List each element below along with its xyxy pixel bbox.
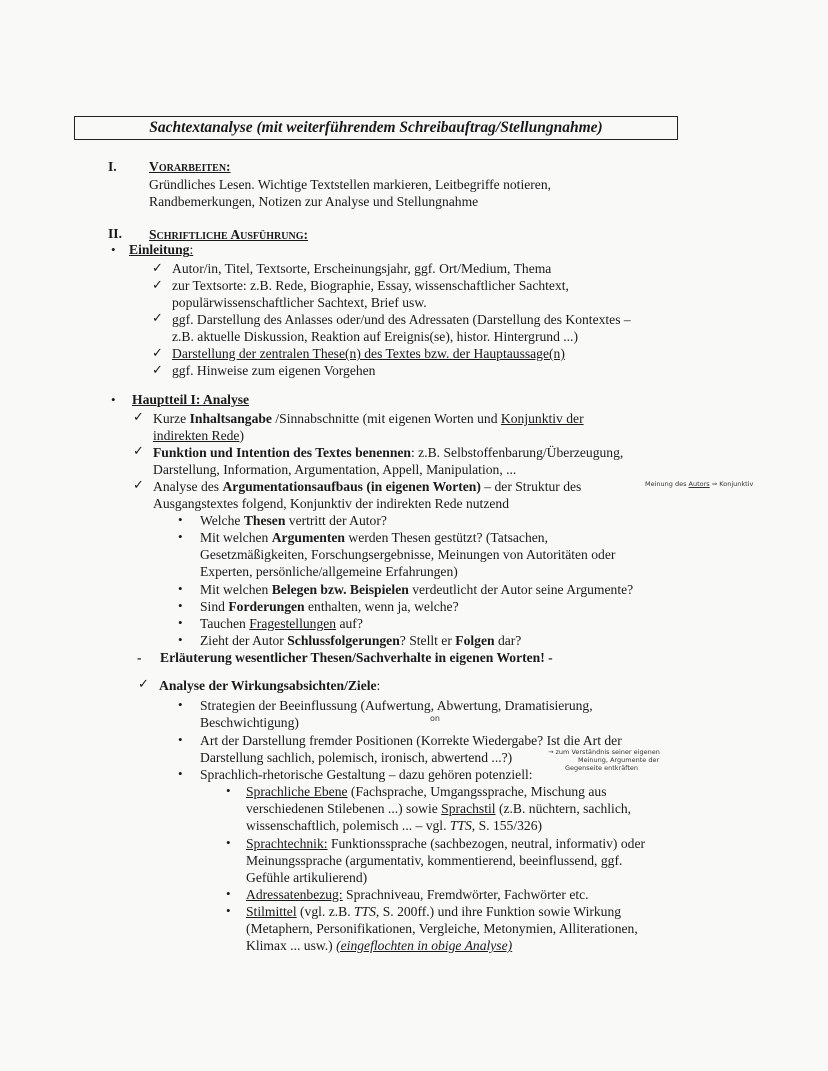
dash-icon: - <box>137 650 142 665</box>
bullet-icon: • <box>178 615 183 630</box>
text-bold: Schlussfolgerungen <box>287 633 400 648</box>
note-text: ⇒ Konjunktiv <box>709 480 754 488</box>
text: Welche <box>200 513 244 528</box>
text: , S. 155/326) <box>471 818 543 833</box>
text-underlined: indirekten Rede <box>153 428 240 443</box>
wirkung-item-1b: Beschwichtigung) <box>200 715 299 730</box>
text-underlined: Konjunktiv der <box>500 411 584 426</box>
adressat-line <box>246 886 589 903</box>
text: – der Struktur des <box>480 479 582 494</box>
text: Zieht der Autor <box>200 633 288 648</box>
question-2c: Experten, persönliche/allgemeine Erfahrungen) <box>200 564 458 579</box>
text: Mit welchen <box>200 530 272 545</box>
check-icon: ✓ <box>152 362 163 377</box>
text: ) <box>239 428 244 443</box>
hauptteil-item-1b <box>153 427 244 444</box>
text-underlined: Fragestellungen <box>249 616 337 631</box>
einleitung-heading <box>129 241 193 258</box>
bullet-icon: • <box>178 512 183 527</box>
text-underlined: Sprachstil <box>441 801 496 816</box>
question-3 <box>200 581 633 598</box>
text-underlined: Stilmittel <box>246 904 297 919</box>
einleitung-item-4: Darstellung der zentralen These(n) des Textes bzw. der Hauptaussage(n) <box>172 346 565 361</box>
bullet-icon: • <box>178 598 183 613</box>
text: (Fachsprache, Umgangssprache, Mischung aus <box>347 784 607 799</box>
text: Funktionssprache (sachbezogen, neutral, informativ) oder <box>327 836 646 851</box>
wirkung-item-3: Sprachlich-rhetorische Gestaltung – dazu gehören potenziell: <box>200 767 533 782</box>
text: ? Stellt er <box>399 633 456 648</box>
page-title: Sachtextanalyse (mit weiterführendem Schreibauftrag/Stellungnahme) <box>74 116 678 140</box>
bullet-icon: • <box>178 732 183 747</box>
text: , S. 200ff.) und ihre Funktion sowie Wirkung <box>375 904 622 919</box>
wirkung-heading <box>159 677 380 694</box>
hauptteil-item-3a <box>153 478 581 495</box>
text: werden Thesen gestützt? (Tatsachen, <box>344 530 548 545</box>
text-bold: Funktion und Intention des Textes benennen <box>153 445 411 460</box>
text-underlined: Adressatenbezug: <box>246 887 343 902</box>
einleitung-colon: : <box>189 242 194 257</box>
einleitung-item-1: Autor/in, Titel, Textsorte, Erscheinungsjahr, ggf. Ort/Medium, Thema <box>172 261 552 276</box>
text-bold: Inhaltsangabe <box>189 411 272 426</box>
bullet-icon: • <box>226 783 231 798</box>
question-4 <box>200 598 459 615</box>
note-text-underlined: Autors <box>688 480 710 488</box>
einleitung-item-3b: z.B. aktuelle Diskussion, Reaktion auf Ereignis(se), histor. Hintergrund ...) <box>172 329 578 344</box>
text: dar? <box>494 633 522 648</box>
text-bold: Folgen <box>455 633 495 648</box>
question-1 <box>200 512 387 529</box>
check-icon: ✓ <box>133 409 144 424</box>
question-6 <box>200 632 521 649</box>
stilmittel-line-2: (Metaphern, Personifikationen, Vergleiche, Metonymien, Alliterationen, <box>246 921 638 936</box>
einleitung-item-3a: ggf. Darstellung des Anlasses oder/und des Adressaten (Darstellung des Kontextes – <box>172 312 631 327</box>
einleitung-item-2b: populärwissenschaftlicher Sachtext, Brief usw. <box>172 295 427 310</box>
text-bold: Belegen bzw. Beispielen <box>271 582 409 597</box>
check-icon: ✓ <box>138 676 149 691</box>
text-bold: Forderungen <box>228 599 305 614</box>
bullet-icon: • <box>178 697 183 712</box>
text-italic: TTS <box>354 904 376 919</box>
check-icon: ✓ <box>152 345 163 360</box>
check-icon: ✓ <box>133 443 144 458</box>
bullet-icon: • <box>178 581 183 596</box>
text: Sind <box>200 599 229 614</box>
text: Analyse des <box>153 479 223 494</box>
text: Kurze <box>153 411 190 426</box>
check-icon: ✓ <box>152 277 163 292</box>
text-italic-underlined: (eingeflochten in obige Analyse) <box>336 938 513 953</box>
hauptteil-heading: Hauptteil I: Analyse <box>132 392 250 407</box>
text: : z.B. Selbstoffenbarung/Überzeugung, <box>411 445 624 460</box>
text: enthalten, wenn ja, welche? <box>304 599 459 614</box>
text-underlined: Sprachliche Ebene <box>246 784 348 799</box>
text: (z.B. nüchtern, sachlich, <box>495 801 632 816</box>
section-1-number: I. <box>108 159 117 174</box>
check-icon: ✓ <box>152 310 163 325</box>
wirkung-item-2b: Darstellung sachlich, polemisch, ironisch, abwertend ...?) <box>200 750 513 765</box>
bullet-icon: • <box>226 835 231 850</box>
text-italic: TTS <box>449 818 472 833</box>
text-underlined: Sprachtechnik: <box>246 836 328 851</box>
erlaeuterung-line: Erläuterung wesentlicher Thesen/Sachverhalte in eigenen Worten! - <box>160 650 553 665</box>
text: Tauchen <box>200 616 250 631</box>
handwritten-note-3: Meinung, Argumente der <box>578 756 660 764</box>
ebene-line-3 <box>246 817 542 834</box>
technik-line-1 <box>246 835 645 852</box>
bullet-icon: • <box>178 529 183 544</box>
check-icon: ✓ <box>133 477 144 492</box>
text: : <box>376 678 381 693</box>
text: /Sinnabschnitte (mit eigenen Worten und <box>271 411 501 426</box>
einleitung-label: Einleitung <box>129 242 190 257</box>
text-bold: Argumenten <box>271 530 345 545</box>
hauptteil-item-2a <box>153 444 623 461</box>
section-1-line-2: Randbemerkungen, Notizen zur Analyse und Stellungnahme <box>149 194 479 209</box>
question-2a <box>200 529 548 546</box>
text: vertritt der Autor? <box>285 513 387 528</box>
text-bold: Analyse der Wirkungsabsichten/Ziele <box>159 678 377 693</box>
bullet-icon: • <box>226 903 231 918</box>
handwritten-note-4: Gegenseite entkräften <box>565 764 639 772</box>
ebene-line-2 <box>246 800 631 817</box>
text: Mit welchen <box>200 582 272 597</box>
text-bold: Argumentationsaufbaus (in eigenen Worten) <box>222 479 481 494</box>
hauptteil-item-3b: Ausgangstextes folgend, Konjunktiv der indirekten Rede nutzend <box>153 496 509 511</box>
text: verdeutlicht der Autor seine Argumente? <box>408 582 634 597</box>
technik-line-3: Gefühle artikulierend) <box>246 870 368 885</box>
bullet-icon: • <box>111 392 116 407</box>
section-1-line-1: Gründliches Lesen. Wichtige Textstellen markieren, Leitbegriffe notieren, <box>149 177 552 192</box>
text: auf? <box>336 616 363 631</box>
text: (vgl. z.B. <box>296 904 354 919</box>
question-2b: Gesetzmäßigkeiten, Forschungsergebnisse, Meinungen von Autoritäten oder <box>200 547 616 562</box>
bullet-icon: • <box>226 886 231 901</box>
section-2-heading: Schriftliche Ausführung: <box>149 227 309 242</box>
text: verschiedenen Stilebenen ...) sowie <box>246 801 442 816</box>
stilmittel-line-1 <box>246 903 621 920</box>
text: Klimax ... usw.) <box>246 938 337 953</box>
text: Sprachniveau, Fremdwörter, Fachwörter etc. <box>342 887 589 902</box>
section-1-heading: Vorarbeiten: <box>149 159 231 174</box>
einleitung-item-2a: zur Textsorte: z.B. Rede, Biographie, Essay, wissenschaftlicher Sachtext, <box>172 278 569 293</box>
wirkung-item-2a: Art der Darstellung fremder Positionen (Korrekte Wiedergabe? Ist die Art der <box>200 733 622 748</box>
check-icon: ✓ <box>152 260 163 275</box>
hauptteil-item-1a <box>153 410 584 427</box>
einleitung-item-5: ggf. Hinweise zum eigenen Vorgehen <box>172 363 376 378</box>
section-2-number: II. <box>108 226 122 241</box>
stilmittel-line-3 <box>246 937 512 954</box>
wirkung-item-1a: Strategien der Beeinflussung (Aufwertung, Abwertung, Dramatisierung, <box>200 698 593 713</box>
text: wissenschaftlich, polemisch ... – vgl. <box>246 818 450 833</box>
technik-line-2: Meinungssprache (argumentativ, kommentierend, beeinflussend, ggf. <box>246 853 623 868</box>
bullet-icon: • <box>178 632 183 647</box>
handwritten-note-1 <box>645 480 753 488</box>
handwritten-mark: on <box>430 714 440 723</box>
hauptteil-item-2b: Darstellung, Information, Argumentation, Appell, Manipulation, ... <box>153 462 517 477</box>
ebene-line-1 <box>246 783 607 800</box>
bullet-icon: • <box>111 242 116 257</box>
note-text: Meinung des <box>645 480 689 488</box>
text-bold: Thesen <box>243 513 286 528</box>
question-5 <box>200 615 363 632</box>
handwritten-note-2: → zum Verständnis seiner eigenen <box>548 748 660 756</box>
bullet-icon: • <box>178 766 183 781</box>
